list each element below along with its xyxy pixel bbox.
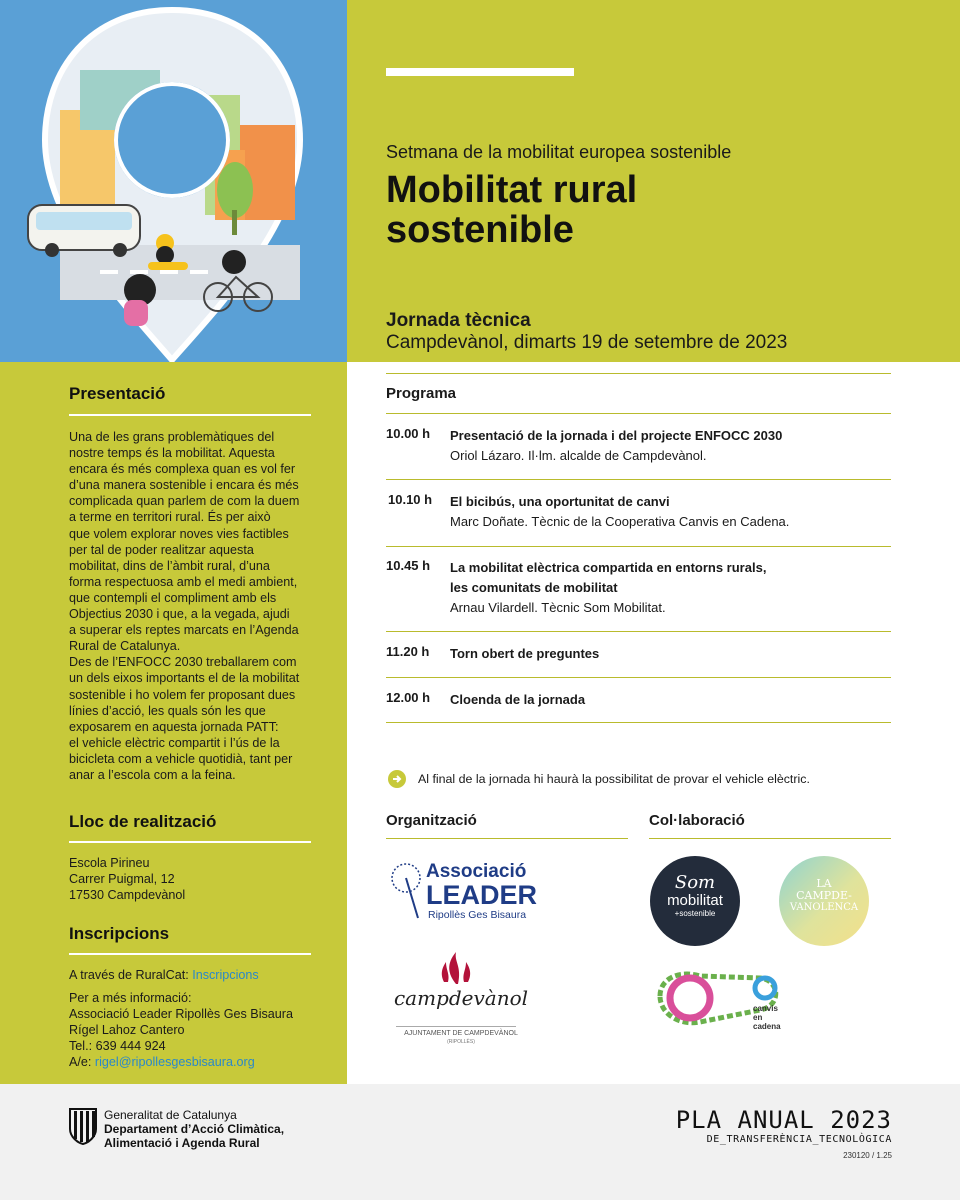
- campde-line2: CAMPDE-: [796, 889, 852, 902]
- programa-body: [450, 644, 890, 664]
- programa-rule: [386, 722, 891, 723]
- programa-top-rule: [386, 373, 891, 374]
- campdevanol-logo: [386, 950, 536, 1048]
- presentacio-line: forma respectuosa amb el medi ambient,: [69, 574, 298, 589]
- inscripcions-via: [69, 967, 319, 983]
- programa-title: Presentació de la jornada i del projecte ENFOCC 2030: [450, 428, 783, 443]
- inscripcions-rule: [69, 953, 311, 955]
- map-pin-illustration: [0, 0, 347, 362]
- presentacio-heading: Presentació: [69, 384, 166, 403]
- programa-time: 10.10 h: [388, 492, 433, 507]
- programa-rule: [386, 631, 891, 632]
- presentacio-line: Des de l’ENFOCC 2030 treballarem com: [69, 655, 297, 670]
- programa-body: [450, 426, 890, 466]
- presentacio-line: sostenible i ho volem fer proposant dues: [69, 687, 296, 702]
- programa-title: Cloenda de la jornada: [450, 692, 586, 707]
- programa-rule: [386, 546, 891, 547]
- presentacio-line: un dels eixos importants el de la mobilitat: [69, 671, 300, 686]
- presentacio-line: encara és més complexa quan es vol fer: [69, 462, 296, 477]
- canvis-line2: en: [753, 1013, 763, 1022]
- presentacio-line: a superar els reptes marcats en l’Agenda: [69, 623, 299, 638]
- lloc-line: Carrer Puigmal, 12: [69, 872, 175, 887]
- leader-line1: Associació: [426, 861, 527, 882]
- programa-speaker: Arnau Vilardell. Tècnic Som Mobilitat.: [450, 600, 666, 615]
- programa-speaker: Marc Doñate. Tècnic de la Cooperativa Canvis en Cadena.: [450, 514, 790, 529]
- inscripcions-info: [69, 990, 319, 1070]
- campdevanol-sub: (RIPOLLÈS): [447, 1039, 475, 1045]
- presentacio-line: mobilitat, dins de l’àmbit rural, d’una: [69, 558, 270, 573]
- canvis-en-cadena-logo: [650, 966, 800, 1040]
- canvis-line3: cadena: [753, 1022, 781, 1031]
- dandelion-icon: [386, 860, 426, 922]
- arrow-right-icon: [388, 770, 406, 788]
- jornada-label: Jornada tècnica: [386, 310, 531, 331]
- gov-line3: Alimentació i Agenda Rural: [104, 1136, 260, 1150]
- programa-body: [450, 492, 890, 532]
- collaboracio-rule: [649, 838, 891, 839]
- lloc-address: [69, 855, 319, 903]
- presentacio-line: nostre temps és la mobilitat. Aquesta: [69, 446, 275, 461]
- info-org: Associació Leader Ripollès Ges Bisaura: [69, 1007, 294, 1022]
- info-person: Rígel Lahoz Cantero: [69, 1023, 185, 1038]
- flame-icon: [436, 950, 476, 984]
- inscripcions-via-prefix: A través de RuralCat:: [69, 968, 193, 982]
- programa-note: [388, 770, 810, 788]
- presentacio-line: Objectius 2030 i que, a la vegada, ajudi: [69, 607, 290, 622]
- som-line3: +sostenible: [674, 909, 716, 918]
- email-link[interactable]: rigel@ripollesgesbisaura.org: [94, 1055, 255, 1070]
- programa-speaker: Oriol Lázaro. Il·lm. alcalde de Campdevànol.: [450, 448, 707, 463]
- programa-heading-rule: [386, 413, 891, 414]
- collaboracio-heading: Col·laboració: [649, 812, 745, 829]
- presentacio-line: bicicleta com a vehicle quotidià, tant per: [69, 751, 293, 766]
- campde-line1: LA: [816, 877, 832, 890]
- info-label: Per a més informació:: [69, 991, 192, 1005]
- programa-title: El bicibús, una oportunitat de canvi: [450, 494, 670, 509]
- programa-rule: [386, 479, 891, 480]
- event-title-line1: Mobilitat rural: [386, 169, 638, 211]
- lloc-rule: [69, 841, 311, 843]
- lloc-heading: Lloc de realització: [69, 812, 217, 831]
- leader-logo: [386, 858, 536, 928]
- canvis-line1: canvis: [753, 1004, 778, 1013]
- organitzacio-heading: Organització: [386, 812, 477, 829]
- programa-title: La mobilitat elèctrica compartida en entorns rurals,: [450, 560, 767, 575]
- event-title: [386, 170, 806, 250]
- inscripcions-link[interactable]: Inscripcions: [192, 968, 259, 982]
- event-subtitle: Setmana de la mobilitat europea sostenible: [386, 142, 732, 162]
- campdevanol-divider: [396, 1026, 516, 1027]
- presentacio-line: a terme en territori rural. És per això: [69, 510, 271, 525]
- campdevanol-script: campdevànol: [393, 986, 529, 1010]
- plan-title: PLA ANUAL 2023: [675, 1106, 892, 1134]
- som-line2: mobilitat: [667, 892, 723, 909]
- programa-title-line2: les comunitats de mobilitat: [450, 580, 618, 595]
- presentacio-rule: [69, 414, 311, 416]
- hero-illustration: [0, 0, 347, 362]
- gov-line1: Generalitat de Catalunya: [104, 1108, 237, 1122]
- info-email-row: [69, 1054, 319, 1070]
- programa-body: [450, 558, 890, 618]
- generalitat-emblem-icon: [68, 1107, 98, 1145]
- leader-line2: LEADER: [426, 880, 538, 910]
- programa-time: 12.00 h: [386, 690, 431, 705]
- gov-text: [104, 1108, 284, 1150]
- programa-note-text: Al final de la jornada hi haurà la possibilitat de provar el vehicle elèctric.: [418, 772, 810, 786]
- campdevanolenca-logo: [779, 856, 869, 946]
- presentacio-line: Una de les grans problemàtiques del: [69, 430, 275, 444]
- programa-time: 10.45 h: [386, 558, 431, 573]
- presentacio-line: el vehicle elèctric compartit i l’ús de la: [69, 735, 280, 750]
- presentacio-line: exposarem en aquesta jornada PATT:: [69, 719, 279, 734]
- programa-rule: [386, 677, 891, 678]
- event-title-line2: sostenible: [386, 209, 574, 251]
- programa-time: 11.20 h: [386, 644, 430, 659]
- jornada-date: Campdevànol, dimarts 19 de setembre de 2023: [386, 332, 788, 353]
- accent-bar: [386, 68, 574, 76]
- canvis-text: [753, 1004, 781, 1031]
- presentacio-text: [69, 429, 319, 783]
- gov-line2: Departament d’Acció Climàtica,: [104, 1122, 285, 1136]
- lloc-line: 17530 Campdevànol: [69, 888, 186, 903]
- programa-body: [450, 690, 890, 710]
- presentacio-line: que volem explorar noves vies factibles: [69, 526, 289, 541]
- presentacio-line: anar a l’escola com a la feina.: [69, 767, 236, 782]
- info-phone: Tel.: 639 444 924: [69, 1039, 166, 1054]
- email-prefix: A/e:: [69, 1055, 95, 1070]
- doc-code: 230120 / 1.25: [843, 1151, 892, 1160]
- presentacio-line: Rural de Catalunya.: [69, 639, 181, 654]
- programa-title: Torn obert de preguntes: [450, 646, 600, 661]
- programa-heading: Programa: [386, 385, 457, 402]
- presentacio-line: d’una manera sostenible i encara és més: [69, 478, 299, 493]
- som-line1: Som: [674, 872, 716, 893]
- leader-line3: Ripollès Ges Bisaura: [428, 909, 527, 921]
- campdevanol-caption: AJUNTAMENT DE CAMPDEVÀNOL: [404, 1030, 518, 1037]
- plan-subtitle: DE_TRANSFERÈNCIA_TECNOLÒGICA: [706, 1134, 892, 1145]
- programa-time: 10.00 h: [386, 426, 431, 441]
- campde-line3: VANOLENCA: [789, 902, 859, 913]
- som-mobilitat-logo: [650, 856, 740, 946]
- presentacio-line: línies d’acció, les quals són les que: [69, 703, 266, 718]
- presentacio-line: per tal de poder realitzar aquesta: [69, 542, 254, 557]
- presentacio-line: complicada quan parlem de com la duem: [69, 494, 300, 509]
- organitzacio-rule: [386, 838, 628, 839]
- inscripcions-heading: Inscripcions: [69, 924, 170, 943]
- presentacio-line: que contempli el compliment amb els: [69, 590, 277, 605]
- lloc-line: Escola Pirineu: [69, 856, 150, 870]
